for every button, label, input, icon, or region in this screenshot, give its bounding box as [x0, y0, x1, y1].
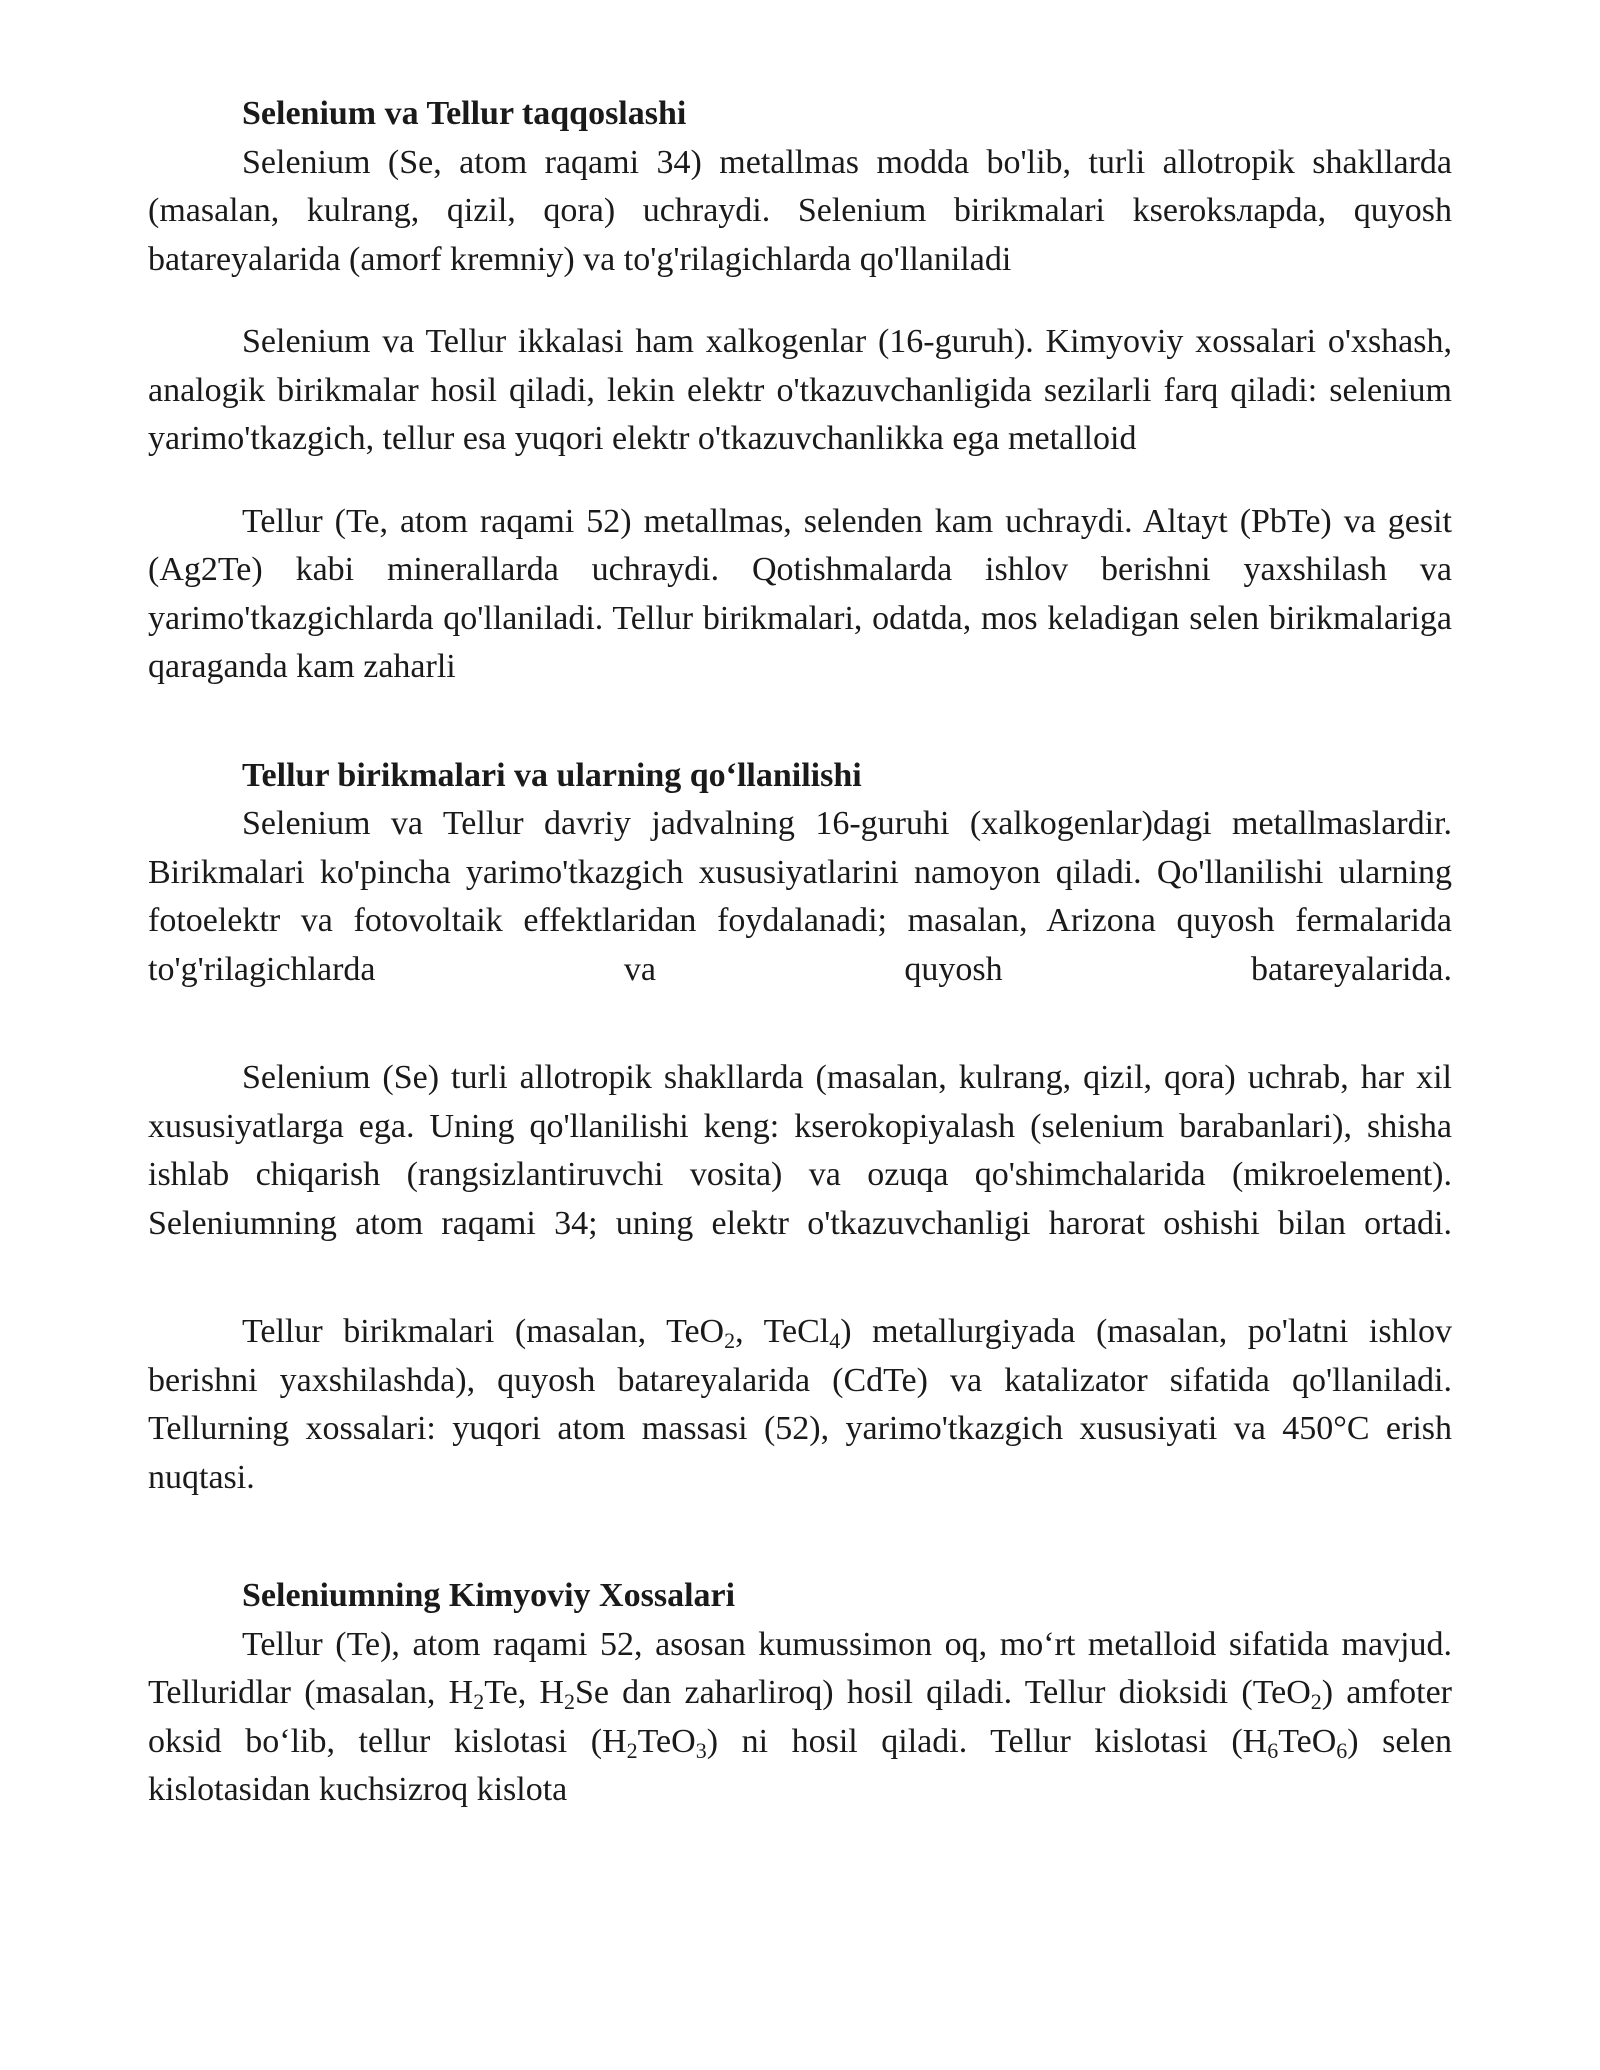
text-run: TeO: [637, 1722, 696, 1760]
subscript: 2: [473, 1689, 485, 1714]
paragraph-6: [148, 1308, 1452, 1502]
paragraph-3: Tellur (Te, atom raqami 52) metallmas, selenden kam uchraydi. Altayt (PbTe) va gesit (Ag2Te) kabi minerallarda uchraydi. Qotishmalarda ishlov berishni yaxshilash va yarimo'tkazgichlarda qo'llaniladi. Tellur birikmalari, odatda, mos keladigan selen birikmalariga qaraganda kam zaharli: [148, 502, 1452, 685]
subscript: 2: [563, 1689, 575, 1714]
subscript: 2: [724, 1328, 736, 1353]
text-run: Te, H: [484, 1674, 564, 1711]
text-run: Se dan zaharliroq) hosil qiladi. Tellur dioksidi (TeO: [574, 1674, 1311, 1711]
paragraph-2: Selenium va Tellur ikkalasi ham xalkogenlar (16-guruh). Kimyoviy xossalari o'xshash, analogik birikmalar hosil qiladi, lekin elektr o'tkazuvchanligida sezilarli farq qiladi: selenium yarimo'tkazgich, tellur esa yuqori elektr o'tkazuvchanlikka ega metalloid: [148, 323, 1452, 457]
text-run: , TeCl: [735, 1313, 830, 1350]
paragraph-5: Selenium (Se) turli allotropik shakllarda (masalan, kulrang, qizil, qora) uchrab, har xil xususiyatlarga ega. Uning qo'llanilishi keng: kserokopiyalash (selenium barabanlari), shisha ishlab chiqarish (rangsizlantiruvchi vosita) va ozuqa qo'shimchalarida (mikroelement). Seleniumning atom raqami 34; uning elektr o'tkazuvchanligi harorat oshishi bilan ortadi.: [148, 1059, 1452, 1242]
text-run: ) amfoter oksid bo‘lib, tellur kislotasi (H: [148, 1674, 1453, 1760]
text-run: ) selen kislotasidan kuchsizroq kislota: [148, 1722, 1453, 1808]
paragraph-1: Selenium (Se, atom raqami 34) metallmas modda bo'lib, turli allotropik shakllarda (masalan, kulrang, qizil, qora) uchraydi. Selenium birikmalari kseroksларda, quyosh batareyalarida (amorf kremniy) va to'g'rilagichlarda qo'llaniladi: [148, 143, 1452, 278]
subscript: 6: [1336, 1737, 1348, 1763]
subscript: 6: [1267, 1737, 1279, 1763]
subscript: 4: [829, 1328, 841, 1353]
subscript: 2: [1310, 1689, 1322, 1714]
text-run: Tellur (Te), atom raqami 52, asosan kumussimon oq, mo‘rt metalloid sifatida mavjud. Telluridlar (masalan, H: [148, 1625, 1452, 1711]
paragraph-7: [148, 1621, 1452, 1815]
text-run: TeO: [1278, 1722, 1337, 1760]
document-page: [148, 90, 1452, 1815]
section-heading-3: Seleniumning Kimyoviy Xossalari: [242, 1577, 736, 1614]
subscript: 2: [626, 1737, 638, 1763]
text-run: ) ni hosil qiladi. Tellur kislotasi (H: [706, 1722, 1268, 1760]
subscript: 3: [695, 1737, 707, 1763]
text-run: ) metallurgiyada (masalan, po'latni ishlov berishni yaxshilashda), quyosh batareyalarida (CdTe) va katalizator sifatida qo'llaniladi. Tellurning xossalari: yuqori atom massasi (52), yarimo'tkazgich xususiyati va 450°C erish nuqtasi.: [148, 1313, 1453, 1496]
section-heading-2: Tellur birikmalari va ularning qo‘llanilishi: [242, 756, 862, 794]
text-run: Tellur birikmalari (masalan, TeO: [242, 1313, 725, 1350]
section-heading-1: Selenium va Tellur taqqoslashi: [242, 95, 687, 132]
paragraph-4: Selenium va Tellur davriy jadvalning 16-guruhi (xalkogenlar)dagi metallmaslardir. Birikmalari ko'pincha yarimo'tkazgich xususiyatlarini namoyon qiladi. Qo'llanilishi ularning fotoelektr va fotovoltaik effektlaridan foydalanadi; masalan, Arizona quyosh fermalarida to'g'rilagichlarda va quyosh batareyalarida.: [148, 805, 1452, 988]
